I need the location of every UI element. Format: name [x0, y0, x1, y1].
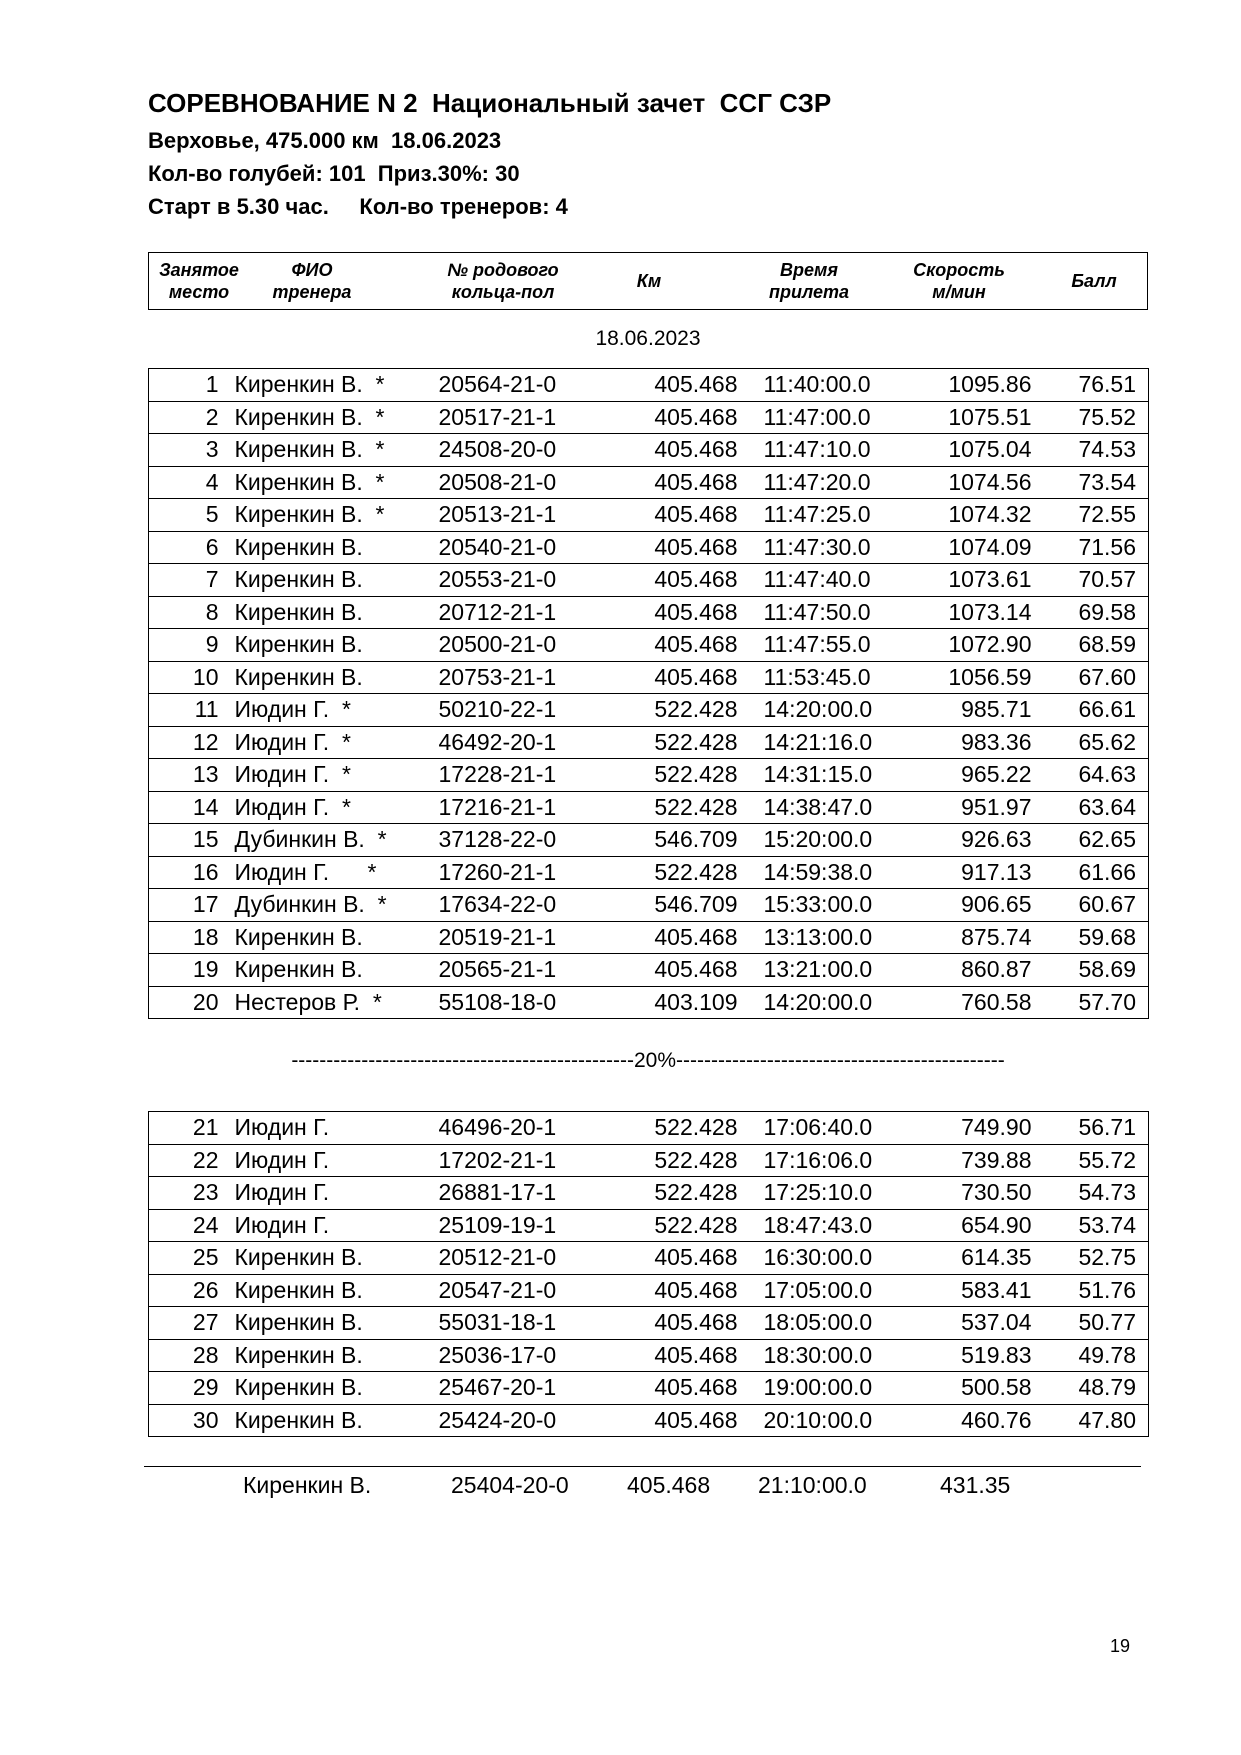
prize-divider: -------------------------------------------------20%-----------------------------------------------: [291, 1049, 1005, 1072]
col-name-header: ФИО тренера: [272, 260, 352, 302]
cell-place: 10: [149, 661, 233, 694]
page-number: 19: [1110, 1636, 1131, 1656]
cell-score: 61.66: [1047, 856, 1149, 889]
cell-speed: 985.71: [909, 694, 1047, 727]
cell-speed: 1075.51: [909, 401, 1047, 434]
cell-score: 60.67: [1047, 889, 1149, 922]
table-row: [149, 629, 1149, 662]
cell-km: 405.468: [591, 1404, 749, 1437]
cell-ring: 37128-22-0: [435, 824, 591, 857]
cell-time: 13:13:00.0: [749, 921, 909, 954]
table-row: [149, 596, 1149, 629]
cell-ring: 17228-21-1: [435, 759, 591, 792]
table-row: [149, 791, 1149, 824]
cell-place: 8: [149, 596, 233, 629]
cell-score: 54.73: [1047, 1177, 1149, 1210]
cell-ring: 20513-21-1: [435, 499, 591, 532]
cell-score: 49.78: [1047, 1339, 1149, 1372]
cell-speed: 906.65: [909, 889, 1047, 922]
cell-name: Киренкин В. *: [233, 401, 435, 434]
cell-place: 25: [149, 1242, 233, 1275]
cell-km: 522.428: [591, 726, 749, 759]
cell-place: 12: [149, 726, 233, 759]
cell-ring: 17202-21-1: [435, 1144, 591, 1177]
cell-name: Киренкин В.: [233, 1339, 435, 1372]
cell-place: 23: [149, 1177, 233, 1210]
cell-score: 68.59: [1047, 629, 1149, 662]
cell-ring: 46492-20-1: [435, 726, 591, 759]
cell-place: 17: [149, 889, 233, 922]
cell-name: Июдин Г.: [233, 1209, 435, 1242]
cell-name: Киренкин В.: [233, 564, 435, 597]
cell-time: 18:30:00.0: [749, 1339, 909, 1372]
table-row: [149, 694, 1149, 727]
cell-speed: 460.76: [909, 1404, 1047, 1437]
cell-speed: 917.13: [909, 856, 1047, 889]
cell-ring: 25036-17-0: [435, 1339, 591, 1372]
cell-time: 18:47:43.0: [749, 1209, 909, 1242]
cell-time: 11:47:25.0: [749, 499, 909, 532]
cell-time: 13:21:00.0: [749, 954, 909, 987]
cell-score: 62.65: [1047, 824, 1149, 857]
race-date: 18.06.2023: [595, 327, 701, 350]
cell-speed: 1074.32: [909, 499, 1047, 532]
cell-km: 522.428: [591, 1144, 749, 1177]
cell-name: Киренкин В.: [233, 531, 435, 564]
cell-ring: 20512-21-0: [435, 1242, 591, 1275]
table-row: [149, 1242, 1149, 1275]
cell-speed: 1074.56: [909, 466, 1047, 499]
cell-place: 5: [149, 499, 233, 532]
cell-place: 4: [149, 466, 233, 499]
cell-score: 75.52: [1047, 401, 1149, 434]
cell-km: 405.468: [591, 954, 749, 987]
cell-score: 71.56: [1047, 531, 1149, 564]
cell-name: Киренкин В.: [233, 921, 435, 954]
cell-name: Июдин Г.: [233, 1112, 435, 1145]
cell-speed: 760.58: [909, 986, 1047, 1019]
cell-km: 405.468: [591, 1339, 749, 1372]
cell-speed: 519.83: [909, 1339, 1047, 1372]
col-ring-header: № родового кольца-пол: [447, 260, 559, 302]
extra-ring: 25404-20-0: [451, 1472, 569, 1498]
cell-speed: 1095.86: [909, 369, 1047, 402]
table-row: [149, 824, 1149, 857]
cell-speed: 730.50: [909, 1177, 1047, 1210]
cell-time: 19:00:00.0: [749, 1372, 909, 1405]
cell-score: 67.60: [1047, 661, 1149, 694]
cell-score: 53.74: [1047, 1209, 1149, 1242]
cell-place: 28: [149, 1339, 233, 1372]
cell-speed: 1072.90: [909, 629, 1047, 662]
cell-place: 18: [149, 921, 233, 954]
cell-ring: 26881-17-1: [435, 1177, 591, 1210]
cell-ring: 17260-21-1: [435, 856, 591, 889]
cell-ring: 20517-21-1: [435, 401, 591, 434]
cell-time: 17:06:40.0: [749, 1112, 909, 1145]
cell-place: 3: [149, 434, 233, 467]
table-row: [149, 1404, 1149, 1437]
table-row: [149, 1339, 1149, 1372]
table-row: [149, 921, 1149, 954]
cell-name: Июдин Г.: [233, 1144, 435, 1177]
cell-time: 20:10:00.0: [749, 1404, 909, 1437]
cell-name: Киренкин В.: [233, 661, 435, 694]
cell-speed: 965.22: [909, 759, 1047, 792]
cell-km: 405.468: [591, 369, 749, 402]
extra-km: 405.468: [627, 1472, 711, 1498]
cell-name: Киренкин В. *: [233, 369, 435, 402]
cell-km: 522.428: [591, 694, 749, 727]
cell-name: Киренкин В. *: [233, 499, 435, 532]
cell-ring: 20564-21-0: [435, 369, 591, 402]
cell-ring: 17634-22-0: [435, 889, 591, 922]
cell-ring: 20540-21-0: [435, 531, 591, 564]
table-row: [149, 954, 1149, 987]
cell-speed: 1056.59: [909, 661, 1047, 694]
table-row: [149, 531, 1149, 564]
cell-ring: 20553-21-0: [435, 564, 591, 597]
race-location-date: Верховье, 475.000 км 18.06.2023: [148, 128, 502, 153]
cell-score: 74.53: [1047, 434, 1149, 467]
cell-score: 52.75: [1047, 1242, 1149, 1275]
cell-place: 27: [149, 1307, 233, 1340]
cell-score: 64.63: [1047, 759, 1149, 792]
cell-km: 522.428: [591, 791, 749, 824]
cell-name: Июдин Г. *: [233, 759, 435, 792]
cell-name: Нестеров Р. *: [233, 986, 435, 1019]
cell-km: 405.468: [591, 921, 749, 954]
cell-speed: 951.97: [909, 791, 1047, 824]
cell-km: 405.468: [591, 1274, 749, 1307]
cell-place: 20: [149, 986, 233, 1019]
cell-ring: 20565-21-1: [435, 954, 591, 987]
cell-time: 11:40:00.0: [749, 369, 909, 402]
cell-place: 15: [149, 824, 233, 857]
cell-name: Киренкин В.: [233, 954, 435, 987]
cell-km: 546.709: [591, 889, 749, 922]
cell-score: 59.68: [1047, 921, 1149, 954]
cell-place: 30: [149, 1404, 233, 1437]
cell-km: 522.428: [591, 856, 749, 889]
cell-name: Июдин Г. *: [233, 856, 435, 889]
table-row: [149, 1372, 1149, 1405]
cell-place: 13: [149, 759, 233, 792]
cell-score: 66.61: [1047, 694, 1149, 727]
cell-place: 1: [149, 369, 233, 402]
table-row: [149, 889, 1149, 922]
cell-score: 76.51: [1047, 369, 1149, 402]
table-row: [149, 401, 1149, 434]
cell-km: 405.468: [591, 564, 749, 597]
cell-name: Дубинкин В. *: [233, 889, 435, 922]
cell-name: Дубинкин В. *: [233, 824, 435, 857]
results-table-bottom: [148, 1111, 1149, 1437]
cell-score: 50.77: [1047, 1307, 1149, 1340]
cell-speed: 983.36: [909, 726, 1047, 759]
cell-name: Киренкин В.: [233, 1372, 435, 1405]
cell-speed: 537.04: [909, 1307, 1047, 1340]
cell-name: Киренкин В.: [233, 629, 435, 662]
cell-name: Киренкин В.: [233, 1274, 435, 1307]
cell-ring: 25467-20-1: [435, 1372, 591, 1405]
table-row: [149, 1144, 1149, 1177]
table-row: [149, 661, 1149, 694]
cell-score: 56.71: [1047, 1112, 1149, 1145]
cell-score: 72.55: [1047, 499, 1149, 532]
cell-time: 17:05:00.0: [749, 1274, 909, 1307]
cell-speed: 875.74: [909, 921, 1047, 954]
cell-speed: 1073.61: [909, 564, 1047, 597]
pigeon-count-prizes: Кол-во голубей: 101 Приз.30%: 30: [148, 161, 520, 186]
cell-time: 14:59:38.0: [749, 856, 909, 889]
cell-time: 11:47:50.0: [749, 596, 909, 629]
cell-speed: 926.63: [909, 824, 1047, 857]
table-row: [149, 564, 1149, 597]
col-speed-header: Скорость м/мин: [913, 260, 1005, 302]
table-row: [149, 369, 1149, 402]
cell-place: 14: [149, 791, 233, 824]
cell-time: 11:47:20.0: [749, 466, 909, 499]
cell-score: 63.64: [1047, 791, 1149, 824]
cell-speed: 739.88: [909, 1144, 1047, 1177]
cell-name: Киренкин В.: [233, 1404, 435, 1437]
cell-time: 14:20:00.0: [749, 986, 909, 1019]
cell-time: 11:53:45.0: [749, 661, 909, 694]
cell-ring: 25424-20-0: [435, 1404, 591, 1437]
cell-km: 405.468: [591, 1242, 749, 1275]
cell-ring: 55031-18-1: [435, 1307, 591, 1340]
cell-km: 405.468: [591, 499, 749, 532]
cell-score: 55.72: [1047, 1144, 1149, 1177]
cell-ring: 55108-18-0: [435, 986, 591, 1019]
cell-time: 11:47:00.0: [749, 401, 909, 434]
cell-score: 69.58: [1047, 596, 1149, 629]
table-row: [149, 1209, 1149, 1242]
table-row: [149, 499, 1149, 532]
cell-place: 21: [149, 1112, 233, 1145]
cell-place: 22: [149, 1144, 233, 1177]
cell-score: 58.69: [1047, 954, 1149, 987]
cell-speed: 1073.14: [909, 596, 1047, 629]
cell-ring: 46496-20-1: [435, 1112, 591, 1145]
cell-ring: 25109-19-1: [435, 1209, 591, 1242]
cell-km: 522.428: [591, 759, 749, 792]
cell-km: 522.428: [591, 1177, 749, 1210]
cell-time: 11:47:40.0: [749, 564, 909, 597]
cell-km: 522.428: [591, 1209, 749, 1242]
cell-name: Июдин Г. *: [233, 726, 435, 759]
cell-name: Киренкин В.: [233, 1307, 435, 1340]
table-row: [149, 1307, 1149, 1340]
cell-speed: 860.87: [909, 954, 1047, 987]
column-header: [148, 252, 1148, 310]
cell-name: Киренкин В. *: [233, 466, 435, 499]
cell-place: 7: [149, 564, 233, 597]
cell-km: 405.468: [591, 629, 749, 662]
extra-speed: 431.35: [940, 1472, 1011, 1498]
cell-km: 522.428: [591, 1112, 749, 1145]
cell-km: 405.468: [591, 531, 749, 564]
cell-time: 17:16:06.0: [749, 1144, 909, 1177]
cell-speed: 654.90: [909, 1209, 1047, 1242]
cell-name: Июдин Г. *: [233, 791, 435, 824]
cell-ring: 20519-21-1: [435, 921, 591, 954]
cell-time: 14:20:00.0: [749, 694, 909, 727]
cell-km: 405.468: [591, 401, 749, 434]
cell-place: 16: [149, 856, 233, 889]
cell-km: 405.468: [591, 1372, 749, 1405]
cell-speed: 500.58: [909, 1372, 1047, 1405]
col-km-header: Км: [636, 271, 662, 291]
cell-place: 26: [149, 1274, 233, 1307]
cell-score: 51.76: [1047, 1274, 1149, 1307]
cell-name: Киренкин В. *: [233, 434, 435, 467]
table-row: [149, 986, 1149, 1019]
col-place-header: Занятое место: [159, 260, 239, 302]
cell-time: 14:31:15.0: [749, 759, 909, 792]
extra-time: 21:10:00.0: [758, 1472, 867, 1498]
cell-score: 70.57: [1047, 564, 1149, 597]
cell-place: 29: [149, 1372, 233, 1405]
cell-score: 65.62: [1047, 726, 1149, 759]
cell-score: 73.54: [1047, 466, 1149, 499]
table-row: [149, 1274, 1149, 1307]
cell-time: 17:25:10.0: [749, 1177, 909, 1210]
cell-ring: 20500-21-0: [435, 629, 591, 662]
cell-time: 16:30:00.0: [749, 1242, 909, 1275]
cell-place: 24: [149, 1209, 233, 1242]
cell-ring: 17216-21-1: [435, 791, 591, 824]
cell-score: 57.70: [1047, 986, 1149, 1019]
cell-km: 405.468: [591, 661, 749, 694]
cell-km: 405.468: [591, 1307, 749, 1340]
cell-km: 403.109: [591, 986, 749, 1019]
cell-score: 47.80: [1047, 1404, 1149, 1437]
table-row: [149, 466, 1149, 499]
cell-ring: 24508-20-0: [435, 434, 591, 467]
cell-ring: 50210-22-1: [435, 694, 591, 727]
cell-time: 11:47:30.0: [749, 531, 909, 564]
cell-ring: 20753-21-1: [435, 661, 591, 694]
start-time-trainers: Старт в 5.30 час. Кол-во тренеров: 4: [148, 194, 568, 219]
extra-name: Киренкин В.: [243, 1472, 372, 1498]
col-time-header: Время прилета: [769, 260, 849, 302]
cell-ring: 20547-21-0: [435, 1274, 591, 1307]
table-row: [149, 434, 1149, 467]
table-row: [149, 759, 1149, 792]
cell-speed: 749.90: [909, 1112, 1047, 1145]
cell-name: Июдин Г.: [233, 1177, 435, 1210]
cell-time: 15:20:00.0: [749, 824, 909, 857]
cell-name: Июдин Г. *: [233, 694, 435, 727]
cell-km: 405.468: [591, 466, 749, 499]
table-row: [149, 1112, 1149, 1145]
cell-speed: 583.41: [909, 1274, 1047, 1307]
cell-km: 405.468: [591, 434, 749, 467]
cell-time: 18:05:00.0: [749, 1307, 909, 1340]
cell-speed: 1074.09: [909, 531, 1047, 564]
cell-time: 14:21:16.0: [749, 726, 909, 759]
cell-time: 15:33:00.0: [749, 889, 909, 922]
page-title: СОРЕВНОВАНИЕ N 2 Национальный зачет ССГ СЗР: [148, 88, 832, 118]
cell-time: 11:47:10.0: [749, 434, 909, 467]
cell-score: 48.79: [1047, 1372, 1149, 1405]
col-score-header: Балл: [1071, 271, 1117, 291]
cell-ring: 20508-21-0: [435, 466, 591, 499]
cell-time: 11:47:55.0: [749, 629, 909, 662]
cell-km: 546.709: [591, 824, 749, 857]
cell-time: 14:38:47.0: [749, 791, 909, 824]
cell-place: 6: [149, 531, 233, 564]
cell-speed: 614.35: [909, 1242, 1047, 1275]
table-row: [149, 1177, 1149, 1210]
cell-place: 9: [149, 629, 233, 662]
table-row: [149, 726, 1149, 759]
separator-line: [144, 1466, 1141, 1467]
cell-place: 19: [149, 954, 233, 987]
cell-ring: 20712-21-1: [435, 596, 591, 629]
cell-place: 2: [149, 401, 233, 434]
table-row: [149, 856, 1149, 889]
cell-km: 405.468: [591, 596, 749, 629]
cell-name: Киренкин В.: [233, 1242, 435, 1275]
results-table-top: [148, 368, 1149, 1019]
cell-speed: 1075.04: [909, 434, 1047, 467]
cell-place: 11: [149, 694, 233, 727]
cell-name: Киренкин В.: [233, 596, 435, 629]
